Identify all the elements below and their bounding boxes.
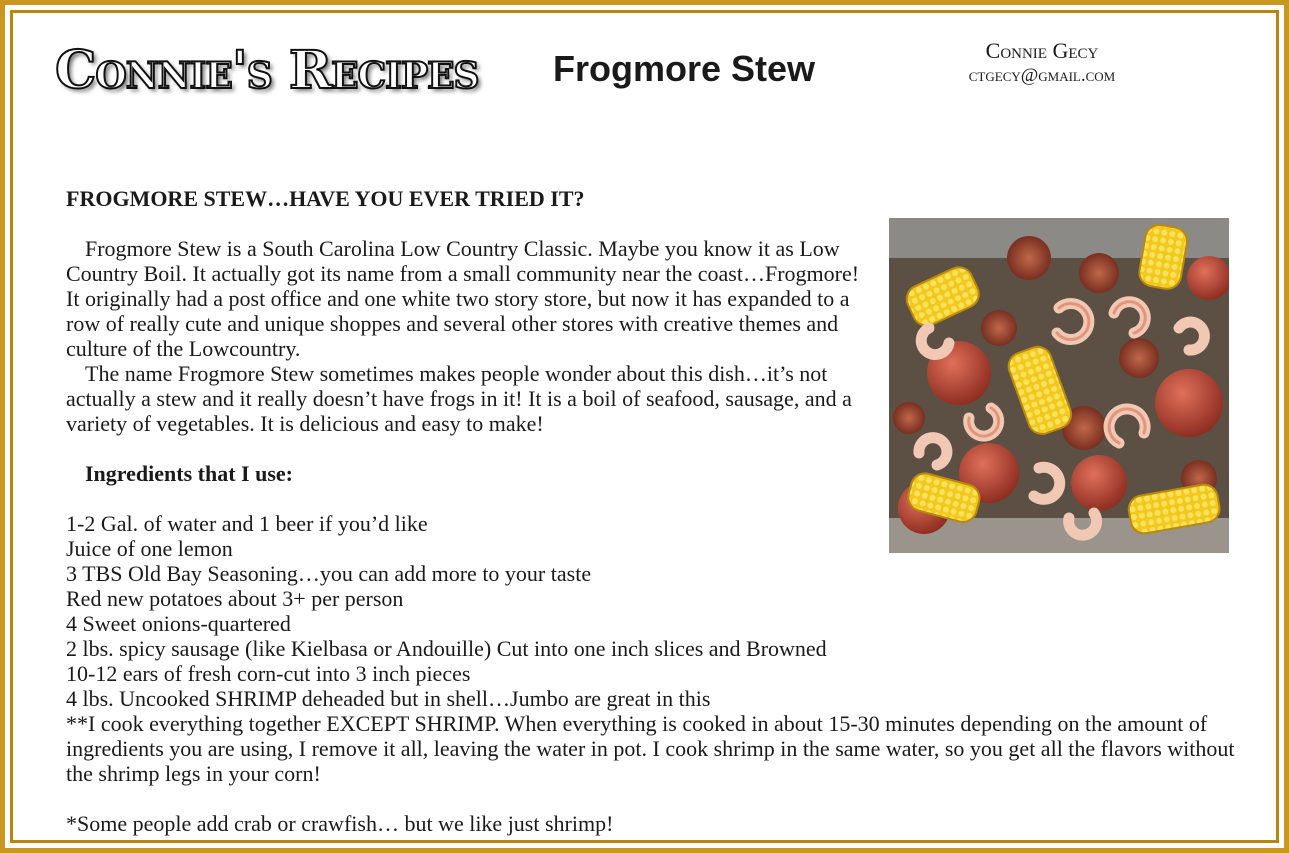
ingredient-item: 10-12 ears of fresh corn-cut into 3 inch pieces [66,661,471,686]
ingredient-item: 3 TBS Old Bay Seasoning…you can add more to your taste [66,561,592,586]
ingredient-item: 4 Sweet onions-quartered [66,611,291,636]
intro-paragraph: The name Frogmore Stew sometimes makes people wonder about this dish…it’s not actually a stew and it really doesn’t have frogs in it! It is a boil of seafood, sausage, and a variety of vegetables. It is delicious and easy to make! [66,361,852,436]
frogmore-stew-photo [889,218,1229,553]
ingredient-item: 4 lbs. Uncooked SHRIMP deheaded but in shell…Jumbo are great in this [66,686,711,711]
intro-paragraph: Frogmore Stew is a South Carolina Low Country Classic. Maybe you know it as Low Country Boil. It actually got its name from a small community near the coast…Frogmore! It originally had a post office and one white two story store, but now it has expanded to a row of really cute and unique shoppes and several other stores with creative themes and culture of the Lowcountry. [66,236,860,361]
ingredient-item: 1-2 Gal. of water and 1 beer if you’d like [66,511,428,536]
ingredient-item: Red new potatoes about 3+ per person [66,586,404,611]
ingredients-heading: Ingredients that I use: [85,461,294,486]
final-note: *Some people add crab or crawfish… but we like just shrimp! [66,811,614,836]
cooking-note: **I cook everything together EXCEPT SHRIMP. When everything is cooked in about 15-30 minutes depending on the amount of ingredients you are using, I remove it all, leaving the water in pot. I cook shrimp in the same water, so you get all the flavors without the shrimp legs in your corn! [66,711,1235,786]
article-heading: FROGMORE STEW…HAVE YOU EVER TRIED IT? [66,186,585,211]
recipe-title: Frogmore Stew [553,48,816,89]
author-name: Connie Gecy [985,38,1099,63]
author-email: ctgecy@gmail.com [968,65,1116,86]
author-block [942,38,1142,88]
intro-section [66,236,866,436]
ingredient-item: Juice of one lemon [66,536,233,561]
brand-logo: Connie's Recipes [55,40,479,101]
ingredient-item: 2 lbs. spicy sausage (like Kielbasa or Andouille) Cut into one inch slices and Browned [66,636,827,661]
